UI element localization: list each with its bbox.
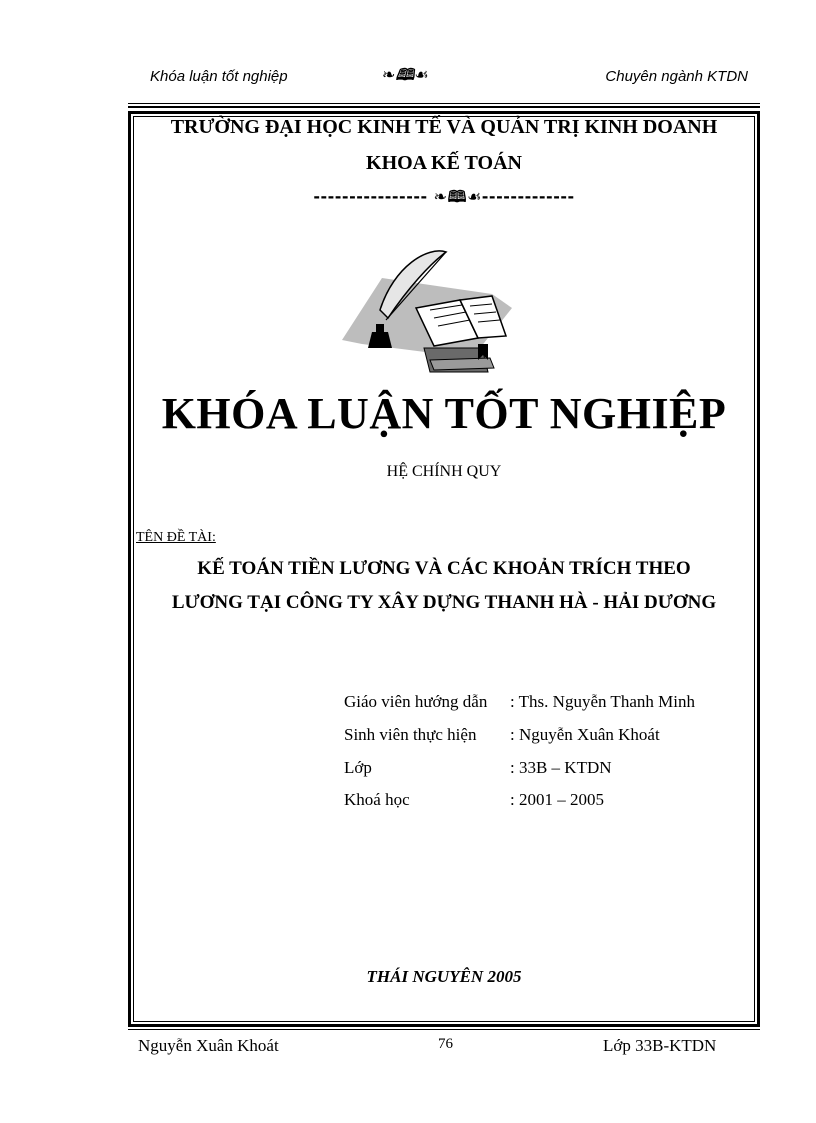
program-type: HỆ CHÍNH QUY	[386, 463, 502, 480]
info-value: : Ths. Nguyễn Thanh Minh	[510, 692, 695, 711]
header-rule-thick	[128, 106, 760, 108]
faculty-name: KHOA KẾ TOÁN	[366, 152, 522, 174]
info-value: : 2001 – 2005	[510, 790, 604, 809]
info-key: Lớp	[344, 758, 372, 777]
header-rule	[128, 103, 760, 104]
footer-class: Lớp 33B-KTDN	[603, 1036, 717, 1055]
topic-line-2: LƯƠNG TẠI CÔNG TY XÂY DỰNG THANH HÀ - HẢI DƯƠNG	[171, 592, 717, 613]
info-row-student	[344, 725, 660, 745]
header-left: Khóa luận tốt nghiệp	[150, 68, 288, 85]
info-value: : 33B – KTDN	[510, 758, 612, 777]
school-name: TRƯỜNG ĐẠI HỌC KINH TẾ VÀ QUẢN TRỊ KINH DOANH	[170, 116, 718, 138]
info-row-advisor	[344, 692, 695, 712]
thesis-title: KHÓA LUẬN TỐT NGHIỆP	[161, 389, 727, 438]
info-key: Khoá học	[344, 790, 410, 809]
footer-rule	[128, 1029, 760, 1030]
info-value: : Nguyễn Xuân Khoát	[510, 725, 660, 744]
place-year: THÁI NGUYÊN 2005	[366, 967, 522, 986]
info-key: Giáo viên hướng dẫn	[344, 692, 488, 711]
topic-line-1: KẾ TOÁN TIỀN LƯƠNG VÀ CÁC KHOẢN TRÍCH THEO	[197, 558, 691, 579]
book-and-quill-icon	[342, 248, 512, 382]
ornament-divider: ---------------- ❧🕮☙-------------	[313, 187, 575, 206]
info-row-course	[344, 790, 604, 810]
page-number: 76	[438, 1036, 453, 1052]
header-right: Chuyên ngành KTDN	[605, 68, 748, 85]
header-ornament: ❧🕮☙	[382, 65, 429, 84]
footer-author: Nguyễn Xuân Khoát	[138, 1036, 279, 1055]
info-row-class	[344, 758, 612, 778]
info-key: Sinh viên thực hiện	[344, 725, 477, 744]
topic-label: TÊN ĐỀ TÀI:	[136, 530, 216, 545]
